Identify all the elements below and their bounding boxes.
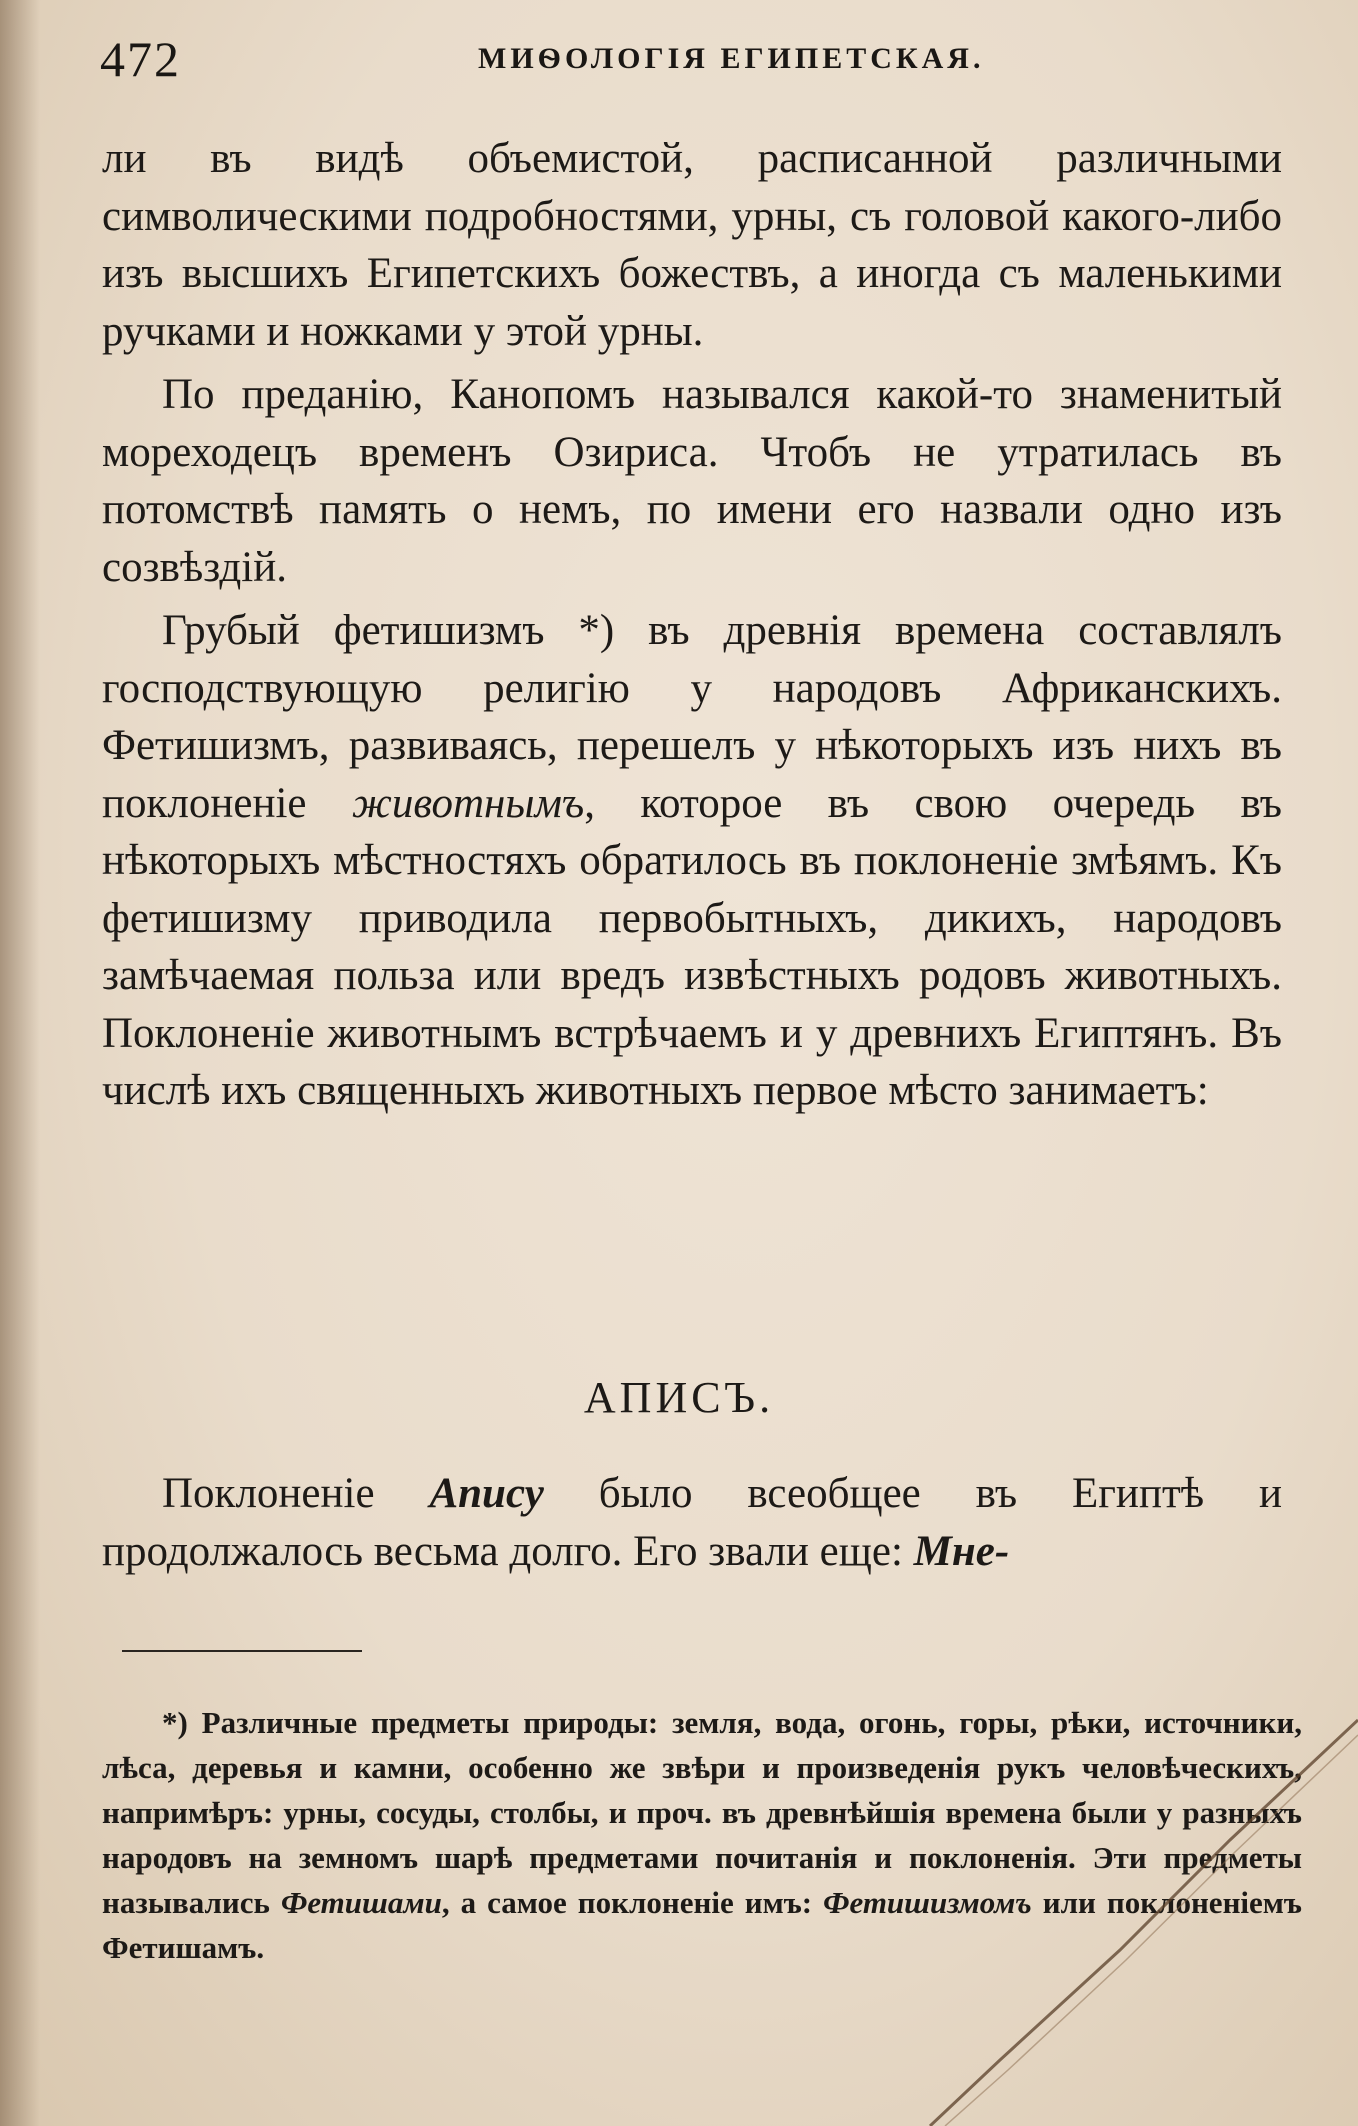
section-title: АПИСЪ. bbox=[583, 1373, 775, 1422]
footnote-part-a: *) Различные предметы природы: земля, вода, огонь, горы, рѣки, источники, лѣса, деревья и камни, особенно же звѣри и произведенія рукъ человѣческихъ, напримѣръ: урны, сосуды, столбы, и проч. въ древнѣйшія времена были у разныхъ народовъ на земномъ шарѣ предметами почитанія и поклоненія. Эти предметы назывались bbox=[102, 1705, 1302, 1920]
section-emphasis-mne: Мне- bbox=[913, 1527, 1010, 1575]
page-number: 472 bbox=[100, 31, 181, 87]
paragraph-3-part-a: Грубый фетишизмъ *) въ древнія времена составлялъ господствующую религію у народовъ Африканскихъ. Фетишизмъ, развиваясь, перешелъ у нѣкоторыхъ изъ нихъ въ поклоненіе bbox=[102, 607, 1282, 827]
paragraph-2: По преданію, Канопомъ назывался какой-то знаменитый мореходецъ временъ Озириса. Чтобъ не утратилась въ потомствѣ память о немъ, по имени его назвали одно изъ созвѣздій. bbox=[102, 371, 1282, 591]
footnote-part-b: , а самое поклоненіе имъ: bbox=[441, 1885, 824, 1920]
section-emphasis-apis: Апису bbox=[429, 1470, 544, 1517]
footnote-part-c: или поклоненіемъ Фетишамъ. bbox=[102, 1885, 1302, 1965]
section-text-part-b: было всеобщее въ Египтѣ и продолжалось весьма долго. Его звали еще: bbox=[102, 1470, 1283, 1575]
paragraph-3-emphasis: животнымъ bbox=[351, 779, 585, 827]
running-title: МИѲОЛОГІЯ ЕГИПЕТСКАЯ. bbox=[478, 42, 985, 75]
footnote-emphasis-fetishism: Фетишизмомъ bbox=[823, 1885, 1032, 1920]
paragraph-1: ли въ видѣ объемистой, расписанной различными символическими подробностями, урны, съ головой какого-либо изъ высшихъ Египетскихъ божествъ, а иногда съ маленькими ручками и ножками у этой урны. bbox=[102, 135, 1282, 355]
footnote-emphasis-fetishes: Фетишами bbox=[280, 1885, 442, 1920]
section-text-part-a: Поклоненіе bbox=[162, 1470, 430, 1517]
paragraph-3-part-b: , которое въ свою очередь въ нѣкоторыхъ мѣстностяхъ обратилось въ поклоненіе змѣямъ. Къ фетишизму приводила первобытныхъ, дикихъ, народовъ замѣчаемая польза или вредъ извѣстныхъ родовъ животныхъ. Поклоненіе животнымъ встрѣчаемъ и у древнихъ Египтянъ. Въ числѣ ихъ священныхъ животныхъ первое мѣсто занимаетъ: bbox=[102, 779, 1282, 1114]
